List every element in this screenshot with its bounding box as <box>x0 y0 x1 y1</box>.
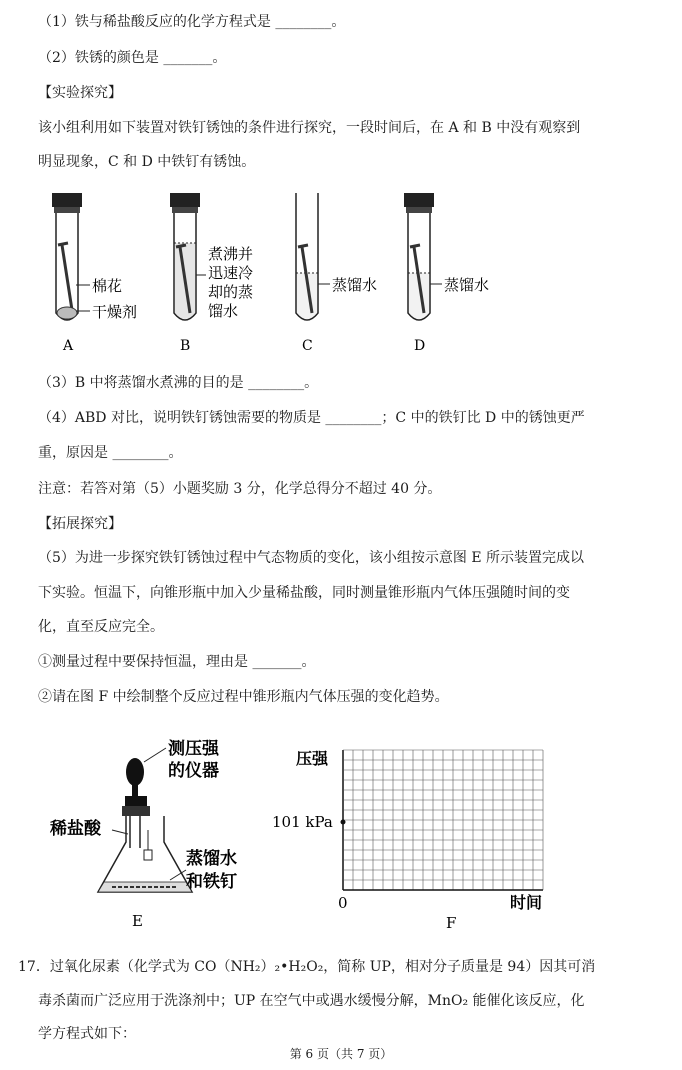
question-4-line2: 重，原因是 ________。 <box>38 445 183 461</box>
bonus-note: 注意：若答对第（5）小题奖励 3 分，化学总得分不超过 40 分。 <box>38 481 442 497</box>
e-label-instrument-line2: 的仪器 <box>168 761 219 781</box>
tube-c <box>296 193 377 354</box>
tube-c-label: 蒸馏水 <box>332 276 378 294</box>
tube-d <box>404 193 489 354</box>
f-ytick: 101 kPa <box>272 813 333 831</box>
e-label-acid: 稀盐酸 <box>50 819 101 839</box>
f-start-point <box>341 820 346 825</box>
f-xlabel: 时间 <box>510 893 543 912</box>
question-1: （1）铁与稀盐酸反应的化学方程式是 ________。 <box>38 14 346 30</box>
e-label-water-line2: 和铁钉 <box>186 872 237 892</box>
tube-d-label: 蒸馏水 <box>444 276 490 294</box>
f-caption: F <box>446 914 457 932</box>
tube-a-caption: A <box>63 338 74 354</box>
grid-lines <box>343 750 543 890</box>
question-4-line1: （4）ABD 对比，说明铁钉锈蚀需要的物质是 ________；C 中的铁钉比 D 中的锈蚀更严 <box>38 410 585 426</box>
experiment-intro-line2: 明显现象，C 和 D 中铁钉有锈蚀。 <box>38 154 256 170</box>
tube-b-label-line2: 迅速冷 <box>208 264 254 282</box>
question-17-line3: 学方程式如下： <box>38 1026 136 1042</box>
question-5-line1: （5）为进一步探究铁钉锈蚀过程中气态物质的变化，该小组按示意图 E 所示装置完成以 <box>38 550 585 566</box>
tube-b-label-line3: 却的蒸 <box>208 283 254 301</box>
tube-a-label-desiccant: 干燥剂 <box>92 303 138 321</box>
tube-a-label-cotton: 棉花 <box>92 277 123 295</box>
question-5-line2: 下实验。恒温下，向锥形瓶中加入少量稀盐酸，同时测量锥形瓶内气体压强随时间的变 <box>38 585 570 601</box>
e-label-instrument-line1: 测压强 <box>168 739 219 759</box>
figure-e-apparatus <box>40 730 260 935</box>
question-17-line2: 毒杀菌而广泛应用于洗涤剂中；UP 在空气中或遇水缓慢分解，MnO₂ 能催化该反应，化 <box>38 993 585 1009</box>
question-17-line1: 17．过氧化尿素（化学式为 CO（NH₂）₂•H₂O₂，简称 UP，相对分子质量是 94）因其可消 <box>18 959 596 975</box>
question-2: （2）铁锈的颜色是 _______。 <box>38 50 227 66</box>
f-origin: 0 <box>338 894 348 912</box>
tube-b-label-line1: 煮沸并 <box>208 245 254 263</box>
e-caption: E <box>132 912 143 930</box>
tube-b <box>170 193 253 354</box>
figure-test-tubes <box>30 185 510 360</box>
question-5-part1: ①测量过程中要保持恒温，理由是 _______。 <box>38 654 316 670</box>
section-heading-extension: 【拓展探究】 <box>38 516 122 532</box>
figure-f-grid <box>268 738 568 938</box>
e-label-water-line1: 蒸馏水 <box>186 849 237 869</box>
page-footer: 第 6 页（共 7 页） <box>289 1047 393 1061</box>
experiment-intro-line1: 该小组利用如下装置对铁钉锈蚀的条件进行探究，一段时间后，在 A 和 B 中没有观察到 <box>38 120 581 136</box>
tube-a <box>52 193 137 354</box>
question-5-part2: ②请在图 F 中绘制整个反应过程中锥形瓶内气体压强的变化趋势。 <box>38 689 449 705</box>
question-5-line3: 化，直至反应完全。 <box>38 619 164 635</box>
question-3: （3）B 中将蒸馏水煮沸的目的是 ________。 <box>38 375 319 391</box>
tube-d-caption: D <box>414 338 426 354</box>
tube-b-label-line4: 馏水 <box>208 302 239 320</box>
tube-b-caption: B <box>180 338 191 354</box>
f-ylabel: 压强 <box>296 749 329 768</box>
tube-c-caption: C <box>302 338 313 354</box>
section-heading-experiment: 【实验探究】 <box>38 85 122 101</box>
